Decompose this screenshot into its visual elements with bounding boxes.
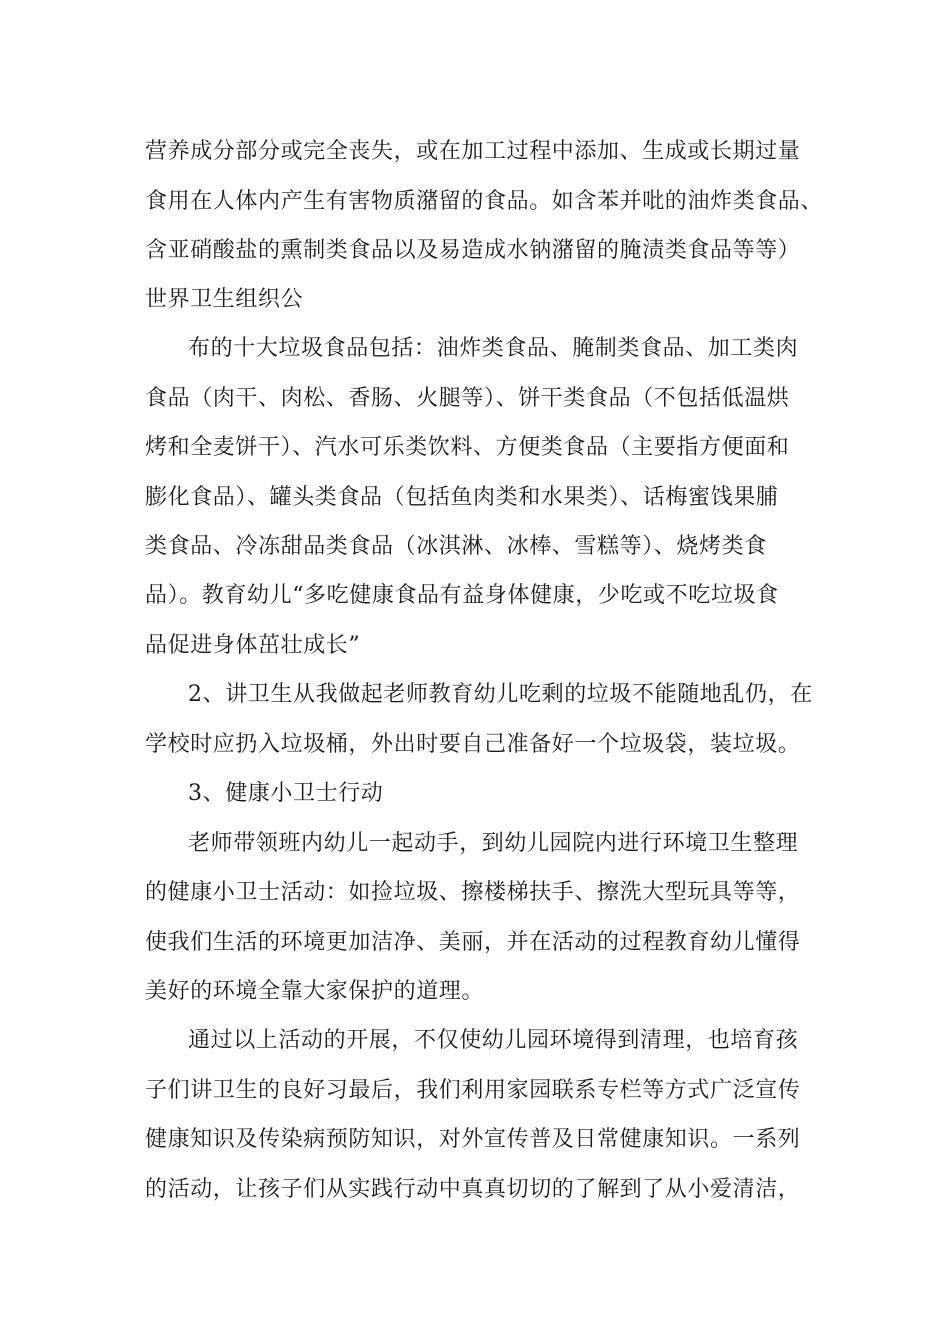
- section-heading: 3、健康小卫士行动: [188, 781, 384, 806]
- text-line: 营养成分部分或完全丧失，或在加工过程中添加、生成或长期过量: [145, 139, 801, 164]
- paragraph-start-line: 2、讲卫生从我做起老师教育幼儿吃剩的垃圾不能随地乱仍，在: [188, 682, 813, 707]
- text-line: 世界卫生组织公: [145, 287, 304, 312]
- text-line: 健康知识及传染病预防知识，对外宣传普及日常健康知识。一系列: [145, 1127, 801, 1152]
- text-line: 类食品、冷冻甜品类食品（冰淇淋、冰棒、雪糕等）、烧烤类食: [145, 534, 767, 559]
- text-line: 子们讲卫生的良好习最后，我们利用家园联系专栏等方式广泛宣传: [145, 1078, 801, 1103]
- text-line: 的活动，让孩子们从实践行动中真真切切的了解到了从小爱清洁，: [145, 1177, 801, 1202]
- text-line: 烤和全麦饼干）、汽水可乐类饮料、方便类食品（主要指方便面和: [145, 435, 790, 460]
- text-line: 膨化食品）、罐头类食品（包括鱼肉类和水果类）、话梅蜜饯果脯: [145, 485, 779, 510]
- paragraph-start-line: 老师带领班内幼儿一起动手，到幼儿园院内进行环境卫生整理: [188, 831, 799, 856]
- text-line: 学校时应扔入垃圾桶，外出时要自己准备好一个垃圾袋，装垃圾。: [145, 732, 801, 757]
- paragraph-start-line: 布的十大垃圾食品包括：油炸类食品、腌制类食品、加工类肉: [188, 336, 799, 361]
- text-line: 美好的环境全靠大家保护的道理。: [145, 979, 485, 1004]
- text-line: 含亚硝酸盐的熏制类食品以及易造成水钠潴留的腌渍类食品等等）: [145, 238, 801, 263]
- text-line: 使我们生活的环境更加洁净、美丽，并在活动的过程教育幼儿懂得: [145, 930, 801, 955]
- text-line: 食用在人体内产生有害物质潴留的食品。如含苯并吡的油炸类食品、: [145, 189, 824, 214]
- text-line: 品促进身体茁壮成长”: [145, 633, 361, 658]
- text-line: 食品（肉干、肉松、香肠、火腿等）、饼干类食品（不包括低温烘: [145, 386, 790, 411]
- text-line: 品）。教育幼儿“多吃健康食品有益身体健康，少吃或不吃垃圾食: [145, 583, 779, 608]
- text-line: 的健康小卫士活动：如捡垃圾、擦楼梯扶手、擦洗大型玩具等等，: [145, 880, 801, 905]
- paragraph-start-line: 通过以上活动的开展，不仅使幼儿园环境得到清理，也培育孩: [188, 1028, 799, 1053]
